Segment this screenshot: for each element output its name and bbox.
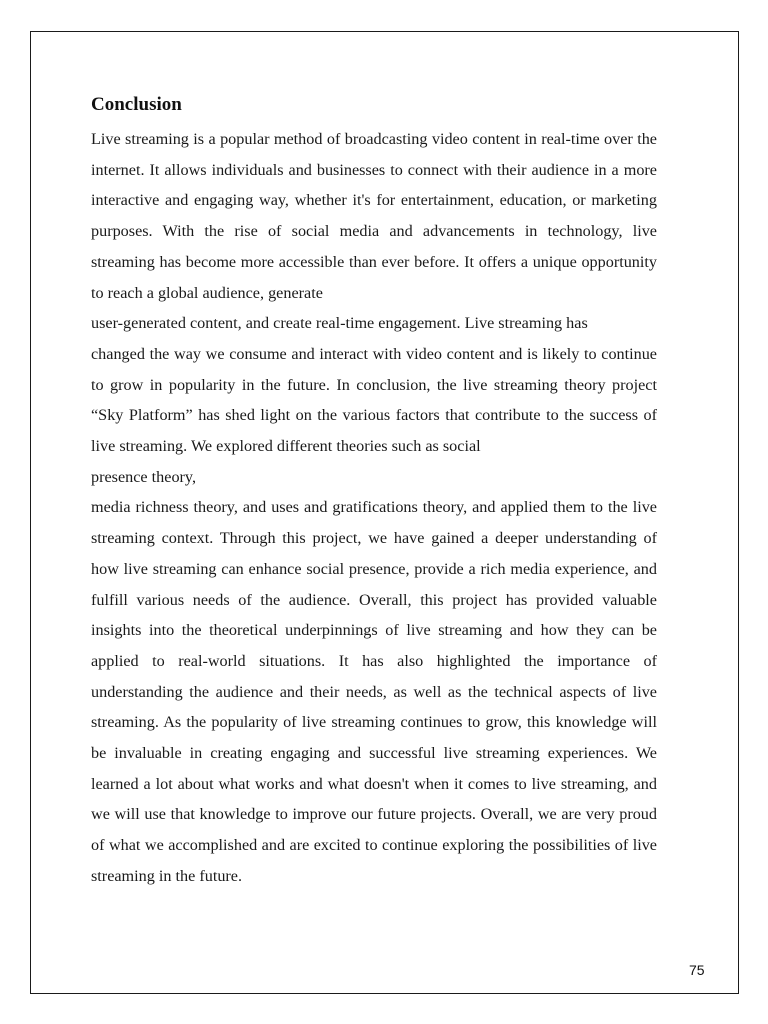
page-title: Conclusion <box>91 94 182 115</box>
paragraph-2: media richness theory, and uses and gratifications theory, and applied them to the live streaming context. Through this project, we have gained a deeper understanding of how live streaming can enhance social presence, provide a rich media experience, and fulfill various needs of the audience. Overall, this project has provided valuable insights into the theoretical underpinnings of live streaming and how they can be applied to real-world situations. It has also highlighted the importance of understanding the audience and their needs, as well as the technical aspects of live streaming. As the popularity of live streaming continues to grow, this knowledge will be invaluable in creating engaging and successful live streaming experiences. We learned a lot about what works and what doesn't when it comes to live streaming, and we will use that knowledge to improve our future projects. Overall, we are very proud of what we accomplished and are excited to continue exploring the possibilities of live streaming in the future. <box>91 498 657 885</box>
paragraph-1-line: user-generated content, and create real-time engagement. Live streaming has <box>91 314 588 333</box>
body-text <box>91 124 657 892</box>
paragraph-1-continued: changed the way we consume and interact with video content and is likely to continue to grow in popularity in the future. In conclusion, the live streaming theory project “Sky Platform” has shed light on the various factors that contribute to the success of live streaming. We explored different theories such as social <box>91 344 657 456</box>
paragraph-1: Live streaming is a popular method of broadcasting video content in real-time over the internet. It allows individuals and businesses to connect with their audience in a more interactive and engaging way, whether it's for entertainment, education, or marketing purposes. With the rise of social media and advancements in technology, live streaming has become more accessible than ever before. It offers a unique opportunity to reach a global audience, generate <box>91 130 657 302</box>
paragraph-1-end: presence theory, <box>91 467 197 486</box>
page-number: 75 <box>689 962 705 978</box>
